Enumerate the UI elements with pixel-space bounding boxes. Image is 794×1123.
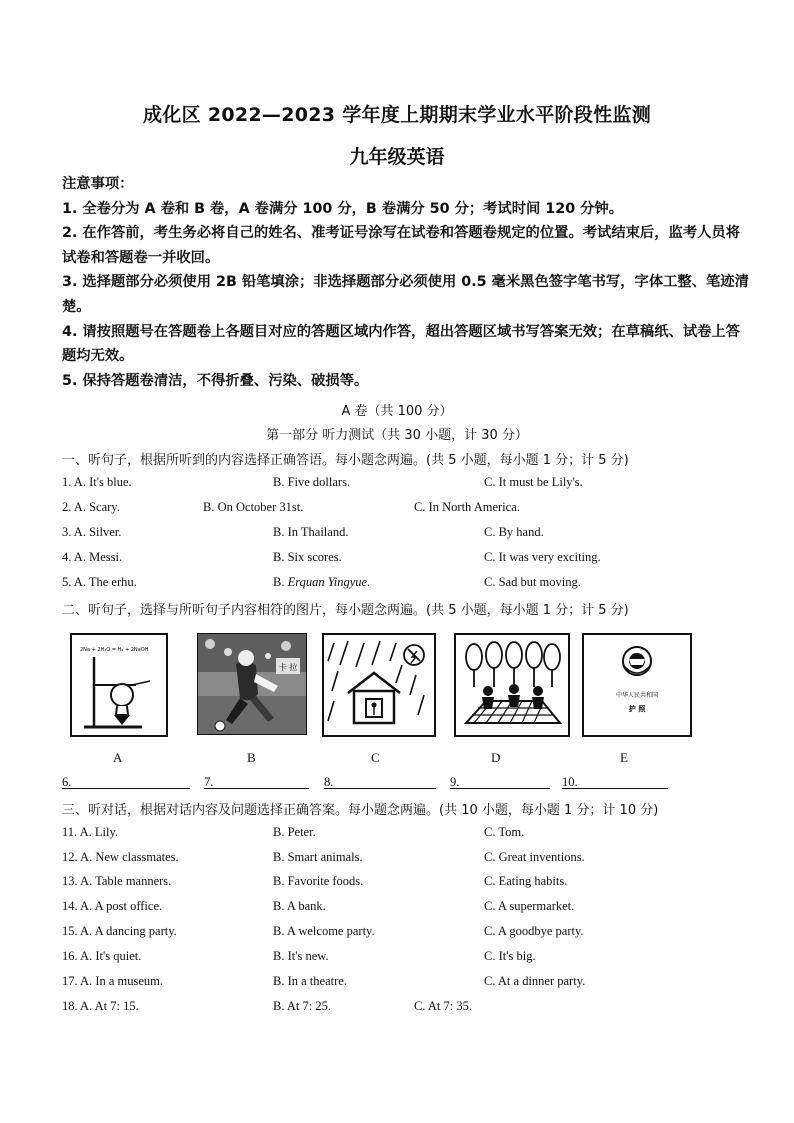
option-c: C. At a dinner party.: [484, 974, 586, 988]
question-row: [62, 550, 762, 570]
question-row: [62, 999, 762, 1019]
option-c: C. At 7: 35.: [414, 999, 472, 1013]
answer-blank-7[interactable]: [204, 775, 309, 789]
passport-country-text: 中华人民共和国: [615, 692, 659, 699]
option-a: 14. A. A post office.: [62, 899, 163, 913]
option-b: B. On October 31st.: [203, 500, 304, 514]
question-row: [62, 825, 762, 845]
notes-block: [62, 172, 752, 393]
exam-title: 成化区 2022—2023 学年度上期期末学业水平阶段性监测: [143, 104, 651, 126]
notes-heading: 注意事项：: [62, 176, 134, 192]
question-row: [62, 575, 762, 595]
option-a: 11. A. Lily.: [62, 825, 119, 839]
option-b: [273, 575, 370, 590]
rain-house-illustration: [324, 635, 434, 735]
sign-text: 卡 拉: [278, 663, 298, 672]
option-a: 18. A. At 7: 15.: [62, 999, 139, 1013]
option-b: B. Six scores.: [273, 550, 342, 564]
question-row: [62, 525, 762, 545]
chemistry-apparatus-illustration: [72, 635, 166, 735]
formula-text: 2Na + 2H₂O = H₂ + 2NaOH: [80, 647, 149, 653]
option-c: C. A supermarket.: [484, 899, 575, 913]
passport-illustration: [584, 635, 690, 735]
picture-a-chemistry-apparatus: [70, 633, 168, 737]
option-b: B. A welcome party.: [273, 924, 375, 938]
picture-label-e: E: [620, 750, 628, 765]
blank-number: 8.: [324, 775, 334, 789]
question-row: [62, 924, 762, 944]
passport-title-text: 护 照: [628, 705, 646, 713]
note-item: 4. 请按照题号在答题卷上各题目对应的答题区域内作答，超出答题区域书写答案无效；在草稿纸、试卷上答题均无效。: [62, 323, 741, 365]
paper-a-heading: A 卷（共 100 分）: [341, 404, 453, 419]
option-a: 12. A. New classmates.: [62, 850, 179, 864]
question-row: [62, 899, 762, 919]
option-b: B. Five dollars.: [273, 475, 351, 489]
option-a: 3. A. Silver.: [62, 525, 122, 539]
option-a: 2. A. Scary.: [62, 500, 120, 514]
option-b: B. It's new.: [273, 949, 329, 963]
option-c: C. Sad but moving.: [484, 575, 581, 589]
option-a: 16. A. It's quiet.: [62, 949, 142, 963]
option-c: C. It's big.: [484, 949, 536, 963]
option-c: C. A goodbye party.: [484, 924, 584, 938]
option-b: B. In Thailand.: [273, 525, 349, 539]
question-row: [62, 500, 762, 520]
note-item: 5. 保持答题卷清洁，不得折叠、污染、破损等。: [62, 372, 369, 389]
option-b-italic: Erquan Yingyue.: [287, 575, 371, 589]
option-b: B. Peter.: [273, 825, 316, 839]
option-c: C. By hand.: [484, 525, 544, 539]
soccer-photo-illustration: [198, 634, 306, 734]
picnic-illustration: [456, 635, 568, 735]
section3-instruction: 三、听对话，根据对话内容及问题选择正确答案。每小题念两遍。(共 10 小题，每小题 1 分；计 10 分): [62, 803, 659, 818]
option-a: 17. A. In a museum.: [62, 974, 164, 988]
part1-heading: 第一部分 听力测试（共 30 小题，计 30 分）: [266, 428, 528, 443]
option-c: C. In North America.: [414, 500, 520, 514]
option-b: B. At 7: 25.: [273, 999, 331, 1013]
answer-blank-8[interactable]: [324, 775, 436, 789]
option-b: B. Favorite foods.: [273, 874, 364, 888]
option-a: 15. A. A dancing party.: [62, 924, 177, 938]
note-item: 3. 选择题部分必须使用 2B 铅笔填涂；非选择题部分必须使用 0.5 毫米黑色签字笔书写，字体工整、笔迹清楚。: [62, 274, 749, 315]
blank-number: 10.: [562, 775, 578, 789]
option-c: C. Great inventions.: [484, 850, 585, 864]
question-row: [62, 475, 762, 495]
answer-blank-10[interactable]: [562, 775, 668, 789]
option-a: 1. A. It's blue.: [62, 475, 132, 489]
picture-label-d: D: [491, 750, 501, 765]
option-b-prefix: B.: [273, 575, 288, 589]
question-row: [62, 949, 762, 969]
note-item: 1. 全卷分为 A 卷和 B 卷，A 卷满分 100 分，B 卷满分 50 分；考试时间 120 分钟。: [62, 200, 624, 217]
picture-e-passport: [582, 633, 692, 737]
option-c: C. It was very exciting.: [484, 550, 601, 564]
question-row: [62, 850, 762, 870]
option-c: C. Tom.: [484, 825, 525, 839]
picture-b-soccer-photo: [197, 633, 307, 735]
option-b: B. Smart animals.: [273, 850, 363, 864]
note-item: 2. 在作答前，考生务必将自己的姓名、准考证号涂写在试卷和答题卷规定的位置。考试结束后，监考人员将试卷和答题卷一并收回。: [62, 225, 741, 266]
picture-d-picnic: [454, 633, 570, 737]
exam-subtitle: 九年级英语: [349, 146, 445, 168]
answer-blank-6[interactable]: [62, 775, 190, 789]
option-a: 5. A. The erhu.: [62, 575, 137, 589]
blank-number: 7.: [204, 775, 214, 789]
option-c: C. It must be Lily's.: [484, 475, 583, 489]
answer-blank-9[interactable]: [450, 775, 550, 789]
picture-label-b: B: [247, 750, 256, 765]
section2-instruction: 二、听句子，选择与所听句子内容相符的图片，每小题念两遍。(共 5 小题，每小题 1 分；计 5 分): [62, 603, 629, 618]
option-b: B. A bank.: [273, 899, 326, 913]
blank-number: 9.: [450, 775, 460, 789]
question-row: [62, 974, 762, 994]
picture-label-a: A: [113, 750, 123, 765]
question-row: [62, 874, 762, 894]
section1-instruction: 一、听句子，根据所听到的内容选择正确答语。每小题念两遍。(共 5 小题，每小题 1 分；计 5 分): [62, 453, 629, 468]
option-a: 4. A. Messi.: [62, 550, 123, 564]
option-a: 13. A. Table manners.: [62, 874, 172, 888]
option-c: C. Eating habits.: [484, 874, 568, 888]
picture-c-rainy-house: [322, 633, 436, 737]
picture-label-c: C: [371, 750, 380, 765]
option-b: B. In a theatre.: [273, 974, 347, 988]
blank-number: 6.: [62, 775, 72, 789]
